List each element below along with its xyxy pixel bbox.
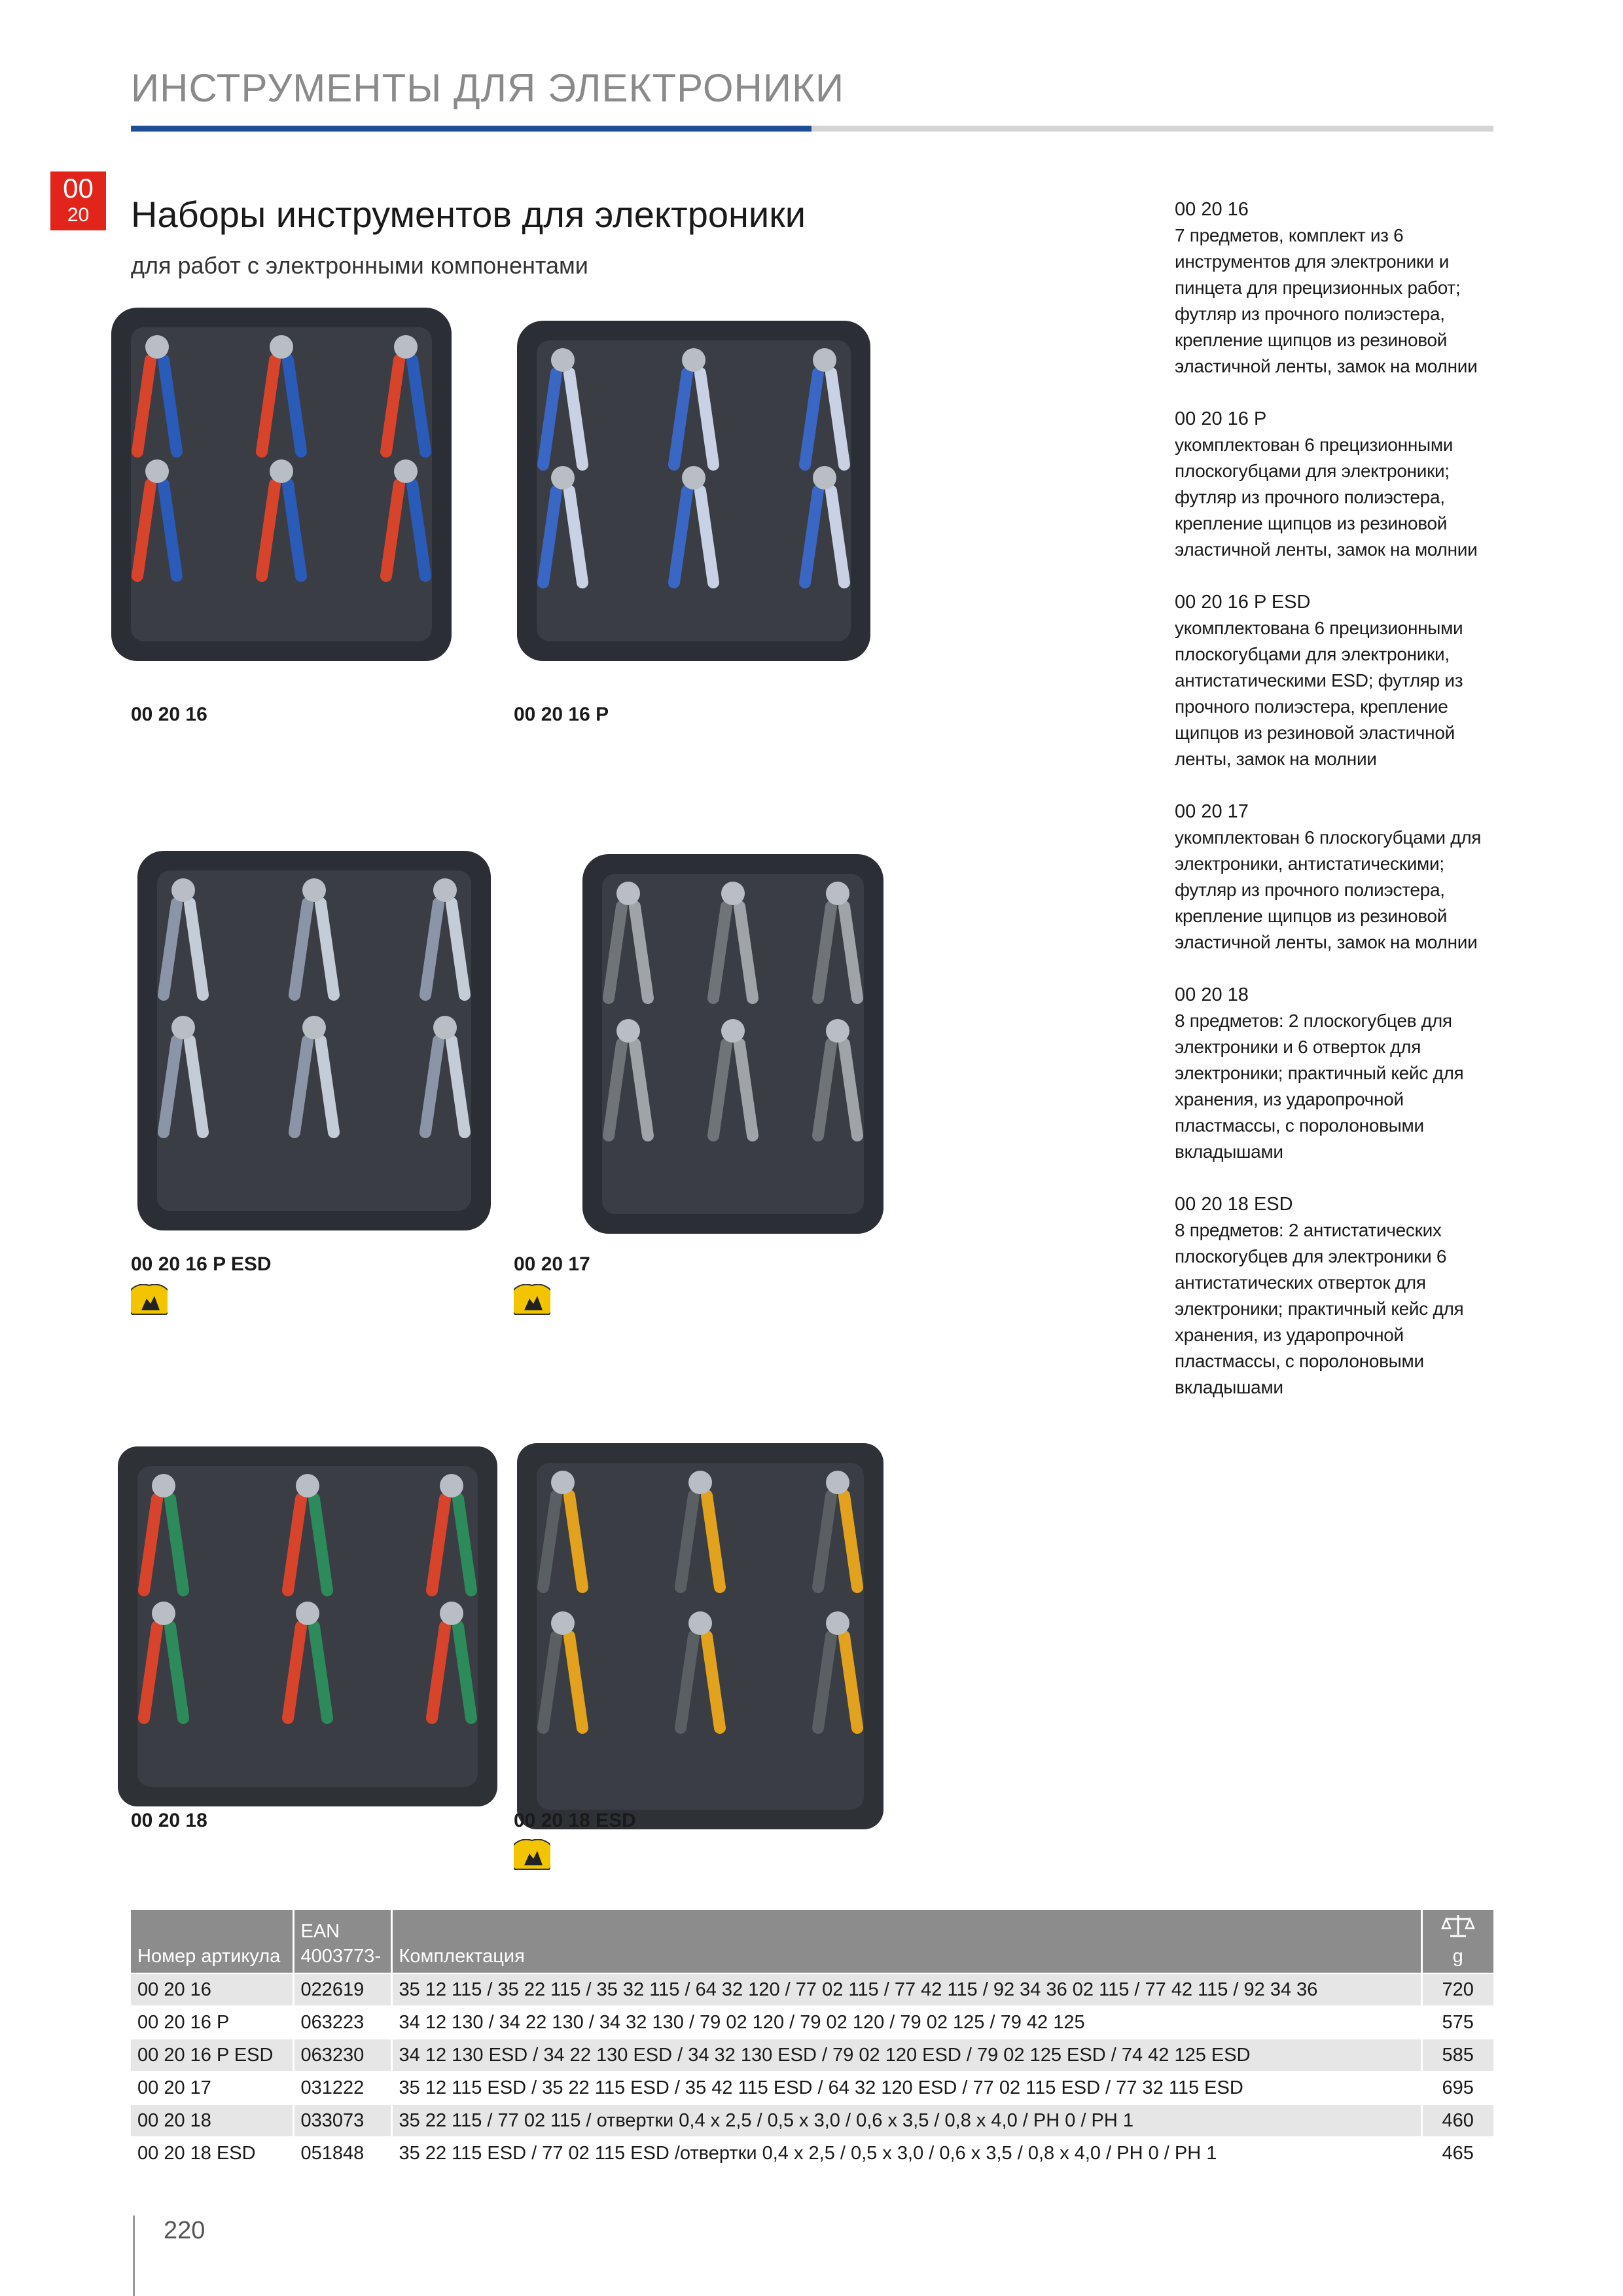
product-photo	[131, 844, 497, 1237]
header-ean: EAN 4003773-	[293, 1910, 391, 1973]
cell-ean: 063223	[293, 2006, 391, 2039]
cell-article: 00 20 16 P ESD	[131, 2039, 293, 2072]
case-inner	[137, 1466, 478, 1787]
cell-article: 00 20 18	[131, 2104, 293, 2137]
section-subtitle: для работ с электронными компонентами	[131, 252, 588, 279]
description-code: 00 20 16	[1175, 199, 1249, 220]
description-item	[1175, 196, 1489, 380]
case-inner	[157, 870, 471, 1211]
table-row	[131, 2137, 1493, 2169]
case-inner	[537, 1463, 864, 1810]
description-code: 00 20 18 ESD	[1175, 1194, 1293, 1215]
footer-rule	[133, 2215, 135, 2296]
product-label: 00 20 18 ESD	[514, 1810, 636, 1831]
cell-contents: 34 12 130 ESD / 34 22 130 ESD / 34 32 130 ESD / 79 02 120 ESD / 79 02 125 ESD / 74 42 125 ESD	[391, 2039, 1421, 2072]
cell-weight: 695	[1421, 2072, 1493, 2104]
cell-ean: 063230	[293, 2039, 391, 2072]
description-text: укомплектован 6 плоскогубцами для электроники, антистатическими; футляр из прочного полиэстера, крепление щипцов из резиновой эластичной ленты, замок на молнии	[1175, 827, 1482, 952]
header-rule-gray	[812, 126, 1493, 132]
header-contents: Комплектация	[391, 1910, 1421, 1973]
case-inner	[537, 340, 851, 641]
table-row	[131, 2006, 1493, 2039]
header-article: Номер артикула	[131, 1910, 293, 1973]
header-rule-blue	[131, 126, 812, 132]
cell-contents: 35 22 115 ESD / 77 02 115 ESD /отвертки 0,4 x 2,5 / 0,5 x 3,0 / 0,6 x 3,5 / 0,8 x 4,0 / PH 0 / PH 1	[391, 2137, 1421, 2169]
cell-ean: 022619	[293, 1973, 391, 2006]
product-label: 00 20 17	[514, 1253, 590, 1275]
scale-icon	[1441, 1914, 1475, 1937]
description-item	[1175, 406, 1489, 563]
esd-warning-icon	[131, 1284, 168, 1316]
cell-article: 00 20 17	[131, 2072, 293, 2104]
cell-ean: 033073	[293, 2104, 391, 2137]
case-inner	[131, 327, 432, 641]
cell-article: 00 20 18 ESD	[131, 2137, 293, 2169]
section-tab-top: 00	[63, 173, 94, 204]
spec-table	[131, 1910, 1493, 2169]
product-label: 00 20 16 P ESD	[131, 1253, 272, 1275]
cell-contents: 35 12 115 / 35 22 115 / 35 32 115 / 64 32 120 / 77 02 115 / 77 42 115 / 92 34 36 02 115 / 77 42 115 / 92 34 36	[391, 1973, 1421, 2006]
description-item	[1175, 982, 1489, 1165]
table-row	[131, 2104, 1493, 2137]
description-text: укомплектован 6 прецизионными плоскогубцами для электроники; футляр из прочного полиэстера, крепление щипцов из резиновой эластичной ленты, замок на молнии	[1175, 435, 1478, 560]
cell-article: 00 20 16	[131, 1973, 293, 2006]
description-text: 8 предметов: 2 плоскогубцев для электроники и 6 отверток для электроники; практичный кейс для хранения, из ударопрочной пластмассы, с поролоновыми вкладышами	[1175, 1011, 1464, 1162]
table-row	[131, 1973, 1493, 2006]
cell-weight: 575	[1421, 2006, 1493, 2039]
esd-warning-icon	[514, 1284, 550, 1316]
description-text: 8 предметов: 2 антистатических плоскогубцев для электроники 6 антистатических отверток для электроники; практичный кейс для хранения, из ударопрочной пластмассы, с поролоновыми вкладышами	[1175, 1220, 1464, 1397]
cell-contents: 35 12 115 ESD / 35 22 115 ESD / 35 42 115 ESD / 64 32 120 ESD / 77 02 115 ESD / 77 32 115 ESD	[391, 2072, 1421, 2104]
section-tab	[50, 171, 106, 230]
page-header-title: ИНСТРУМЕНТЫ ДЛЯ ЭЛЕКТРОНИКИ	[131, 66, 845, 110]
cell-article: 00 20 16 P	[131, 2006, 293, 2039]
cell-contents: 35 22 115 / 77 02 115 / отвертки 0,4 x 2,5 / 0,5 x 3,0 / 0,6 x 3,5 / 0,8 x 4,0 / PH 0 / PH 1	[391, 2104, 1421, 2137]
description-code: 00 20 16 P ESD	[1175, 592, 1311, 613]
description-item	[1175, 798, 1489, 956]
product-photo	[111, 1440, 504, 1813]
product-label: 00 20 16	[131, 704, 207, 725]
section-title: Наборы инструментов для электроники	[131, 194, 806, 235]
cell-ean: 051848	[293, 2137, 391, 2169]
description-item	[1175, 1191, 1489, 1401]
cell-ean: 031222	[293, 2072, 391, 2104]
cell-contents: 34 12 130 / 34 22 130 / 34 32 130 / 79 02 120 / 79 02 120 / 79 02 125 / 79 42 125	[391, 2006, 1421, 2039]
cell-weight: 465	[1421, 2137, 1493, 2169]
product-label: 00 20 18	[131, 1810, 207, 1831]
weight-unit: g	[1452, 1946, 1463, 1967]
description-column	[1175, 196, 1489, 1427]
description-code: 00 20 16 P	[1175, 408, 1267, 429]
cell-weight: 460	[1421, 2104, 1493, 2137]
product-photo	[510, 314, 877, 668]
cell-weight: 585	[1421, 2039, 1493, 2072]
table-header-row	[131, 1910, 1493, 1973]
page-number: 220	[164, 2217, 205, 2244]
description-code: 00 20 18	[1175, 984, 1249, 1005]
table-row	[131, 2039, 1493, 2072]
product-photo	[510, 1437, 890, 1836]
description-text: 7 предметов, комплект из 6 инструментов для электроники и пинцета для прецизионных работ; футляр из прочного полиэстера, крепление щипцов из резиновой эластичной ленты, замок на молнии	[1175, 225, 1478, 376]
product-photo	[105, 301, 458, 668]
cell-weight: 720	[1421, 1973, 1493, 2006]
description-text: укомплектована 6 прецизионными плоскогубцами для электроники, антистатическими ESD; футляр из прочного полиэстера, крепление щипцов из резиновой эластичной ленты, замок на молнии	[1175, 618, 1463, 769]
esd-warning-icon	[514, 1839, 550, 1871]
section-tab-bottom: 20	[67, 204, 90, 226]
table-row	[131, 2072, 1493, 2104]
description-code: 00 20 17	[1175, 801, 1249, 822]
product-label: 00 20 16 P	[514, 704, 609, 725]
header-weight	[1421, 1910, 1493, 1973]
description-item	[1175, 589, 1489, 772]
product-photo	[576, 848, 890, 1240]
